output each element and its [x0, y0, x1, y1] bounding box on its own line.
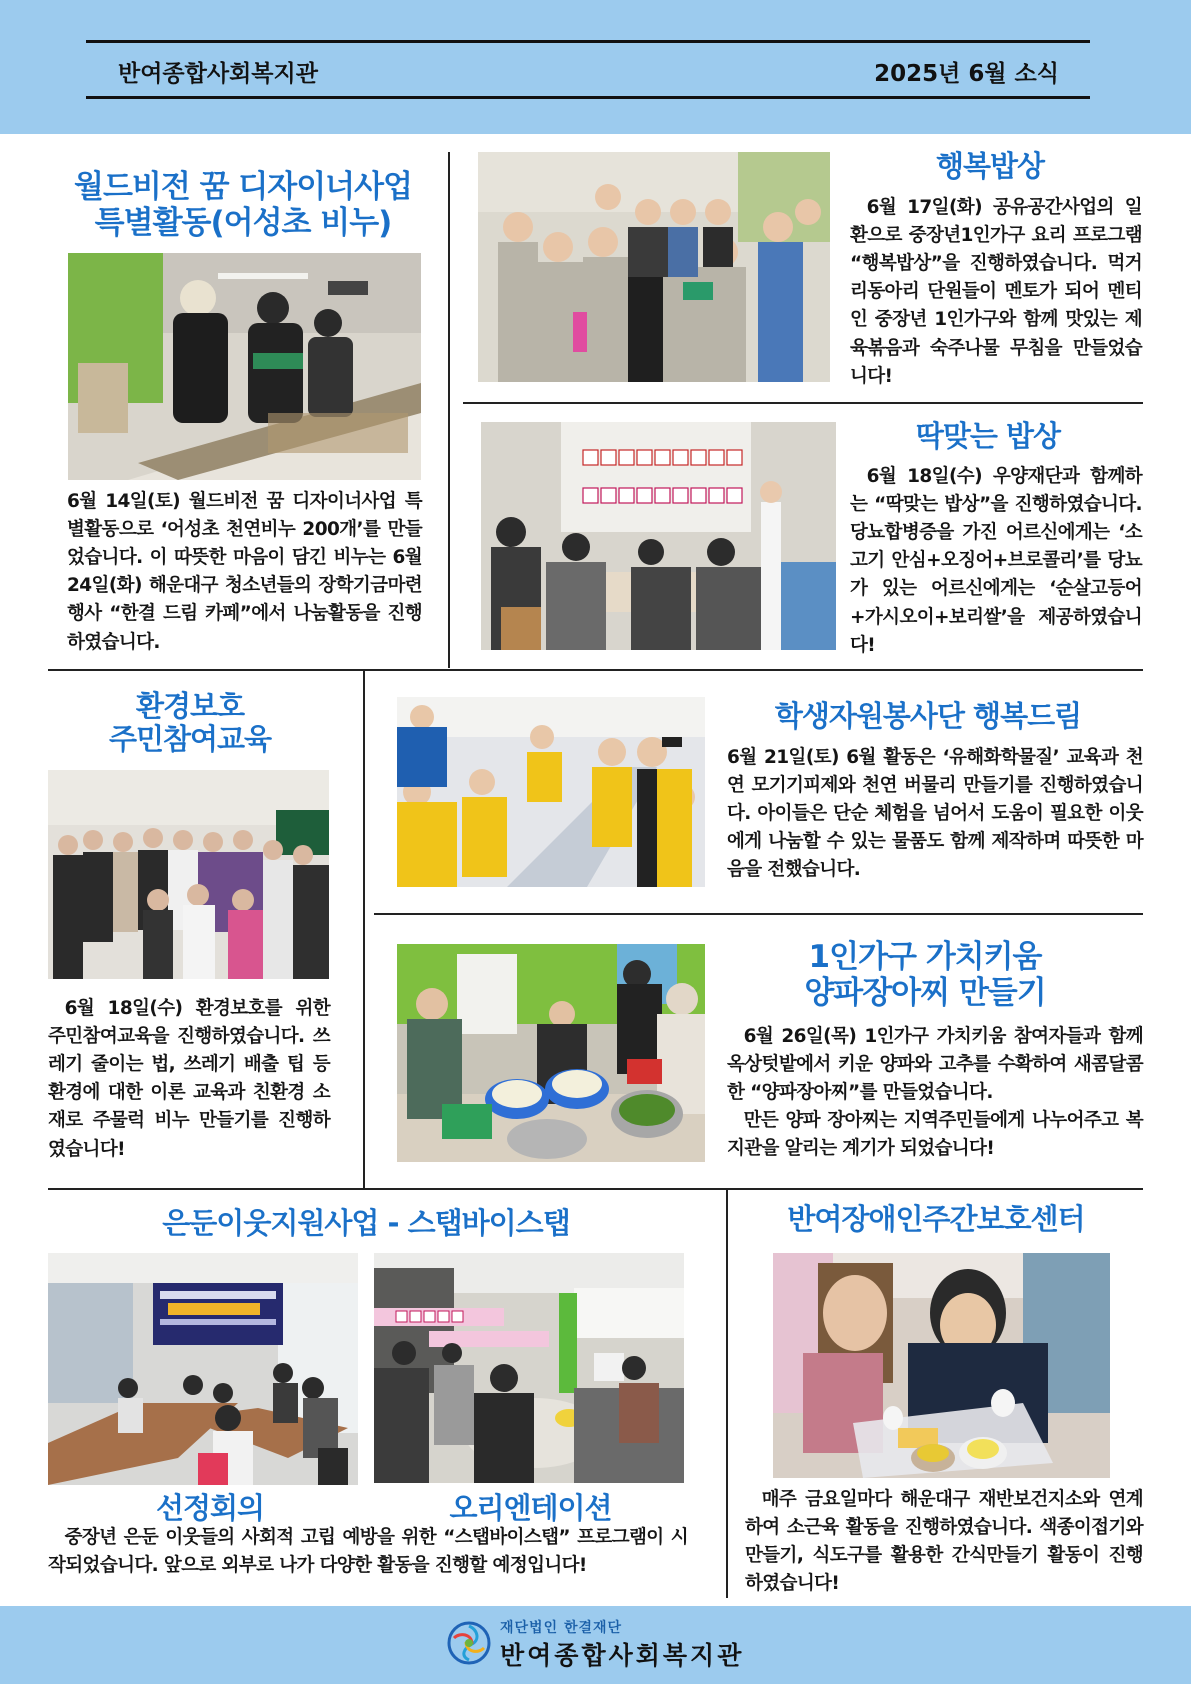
- divider-horizontal-top-right: [463, 402, 1143, 404]
- paragraph: 만든 양파 장아찌는 지역주민들에게 나누어주고 복지관을 알리는 계기가 되었습니다!: [727, 1110, 1143, 1160]
- article-body-step-by-step: 중장년 은둔 이웃들의 사회적 고립 예방을 위한 “스탭바이스탭” 프로그램이 시작되었습니다. 앞으로 외부로 나가 다양한 활동을 진행할 예정입니다!: [48, 1527, 688, 1577]
- paragraph: 6월 26일(목) 1인가구 가치키움 참여자들과 함께 옥상텃밭에서 키운 양파와 고추를 수확하여 새콤달콤한 “양파장아찌”를 만들었습니다.: [727, 1026, 1143, 1104]
- title-line: 환경보호: [135, 689, 245, 723]
- footer-foundation-name: 재단법인 한결재단: [500, 1620, 623, 1636]
- title-line: 특별활동(어성초 비누): [94, 204, 392, 241]
- title-line: 주민참여교육: [108, 722, 272, 757]
- article-body-day-care: 매주 금요일마다 해운대구 재반보건지소와 연계하여 소근육 활동을 진행하였습니다. 색종이접기와 만들기, 식도구를 활용한 간식만들기 활동이 진행하였습니다!: [745, 1489, 1143, 1595]
- header-org-name: 반여종합사회복지관: [118, 61, 318, 87]
- article-title-day-care: 반여장애인주간보호센터: [787, 1202, 1085, 1236]
- caption-selection-meeting: 선정회의: [155, 1491, 265, 1525]
- divider-vertical-middle: [363, 669, 365, 1189]
- title-line: 1인가구 가치키움: [808, 939, 1042, 975]
- footer-band: [0, 1606, 1191, 1684]
- divider-horizontal-main-1: [48, 669, 1143, 671]
- divider-horizontal-main-2: [48, 1188, 1143, 1190]
- article-body-volunteer: 6월 21일(토) 6월 활동은 ‘유해화학물질’ 교육과 천연 모기기피제와 천연 버물리 만들기를 진행하였습니다. 아이들은 단순 체험을 넘어서 도움이 필요한 이웃에게 나눔할 수 있는 물품도 함께 제작하며 따뜻한 마음을 전했습니다.: [727, 747, 1143, 881]
- divider-vertical-top: [448, 152, 450, 668]
- article-title-single-household: [750, 940, 1100, 1011]
- photo-perfect-table-class: [481, 422, 836, 650]
- header-band: [0, 0, 1191, 134]
- article-title-step-by-step: 은둔이웃지원사업 - 스탭바이스탭: [162, 1206, 570, 1240]
- article-body-happy-table: 6월 17일(화) 공유공간사업의 일환으로 중장년1인가구 요리 프로그램 “행복밥상”을 진행하였습니다. 먹거리동아리 단원들이 멘토가 되어 멘티인 중장년 1인가구와 함께 맛있는 제육볶음과 숙주나물 무침을 만들었습니다!: [850, 197, 1142, 387]
- article-title-perfect-table: 딱맞는 밥상: [915, 419, 1061, 453]
- photo-soap-making: [68, 253, 421, 480]
- header-top-rule: [86, 40, 1090, 43]
- footer-org-name: 반여종합사회복지관: [500, 1641, 745, 1670]
- article-body-perfect-table: 6월 18일(수) 우양재단과 함께하는 “딱맞는 밥상”을 진행하였습니다. 당뇨합병증을 가진 어르신에게는 ‘소고기 안심+오징어+브로콜리’를 당뇨가 있는 어르신에게는 ‘순살고등어+가시오이+보리쌀’을 제공하였습니다!: [850, 466, 1142, 656]
- divider-vertical-bottom: [726, 1188, 728, 1598]
- caption-orientation: 오리엔테이션: [449, 1491, 612, 1525]
- foundation-logo-icon: [446, 1620, 492, 1666]
- article-title-worldvision: [58, 170, 428, 241]
- article-title-volunteer: 학생자원봉사단 행복드림: [774, 699, 1082, 733]
- header-bottom-rule: [86, 96, 1090, 99]
- photo-happy-table-group: [478, 152, 830, 382]
- article-body-worldvision: 6월 14일(토) 월드비전 꿈 디자이너사업 특별활동으로 ‘어성초 천연비누 200개’를 만들었습니다. 이 따뜻한 마음이 담긴 비누는 6월 24일(화) 해운대구 청소년들의 장학기금마련행사 “한결 드림 카페”에서 나눔활동을 진행하였습니다.: [67, 491, 422, 653]
- title-line: 월드비전 꿈 디자이너사업: [74, 169, 412, 205]
- header-issue-date: 2025년 6월 소식: [874, 61, 1059, 87]
- article-title-happy-table: 행복밥상: [935, 149, 1045, 183]
- divider-horizontal-middle-right: [374, 913, 1143, 915]
- photo-onion-pickles: [397, 944, 705, 1162]
- title-line: 양파장아찌 만들기: [804, 974, 1046, 1011]
- article-body-single-household: [727, 1023, 1143, 1164]
- photo-environment-group: [48, 770, 329, 979]
- photo-selection-meeting: [48, 1253, 358, 1485]
- article-title-environment: [58, 690, 322, 757]
- photo-volunteer-students: [397, 697, 705, 887]
- photo-orientation: [374, 1253, 684, 1483]
- photo-day-care-snack-making: [773, 1253, 1110, 1478]
- article-body-environment: 6월 18일(수) 환경보호를 위한 주민참여교육을 진행하였습니다. 쓰레기 줄이는 법, 쓰레기 배출 팁 등 환경에 대한 이론 교육과 친환경 소재로 주물럭 비누 만들기를 진행하였습니다!: [48, 998, 330, 1160]
